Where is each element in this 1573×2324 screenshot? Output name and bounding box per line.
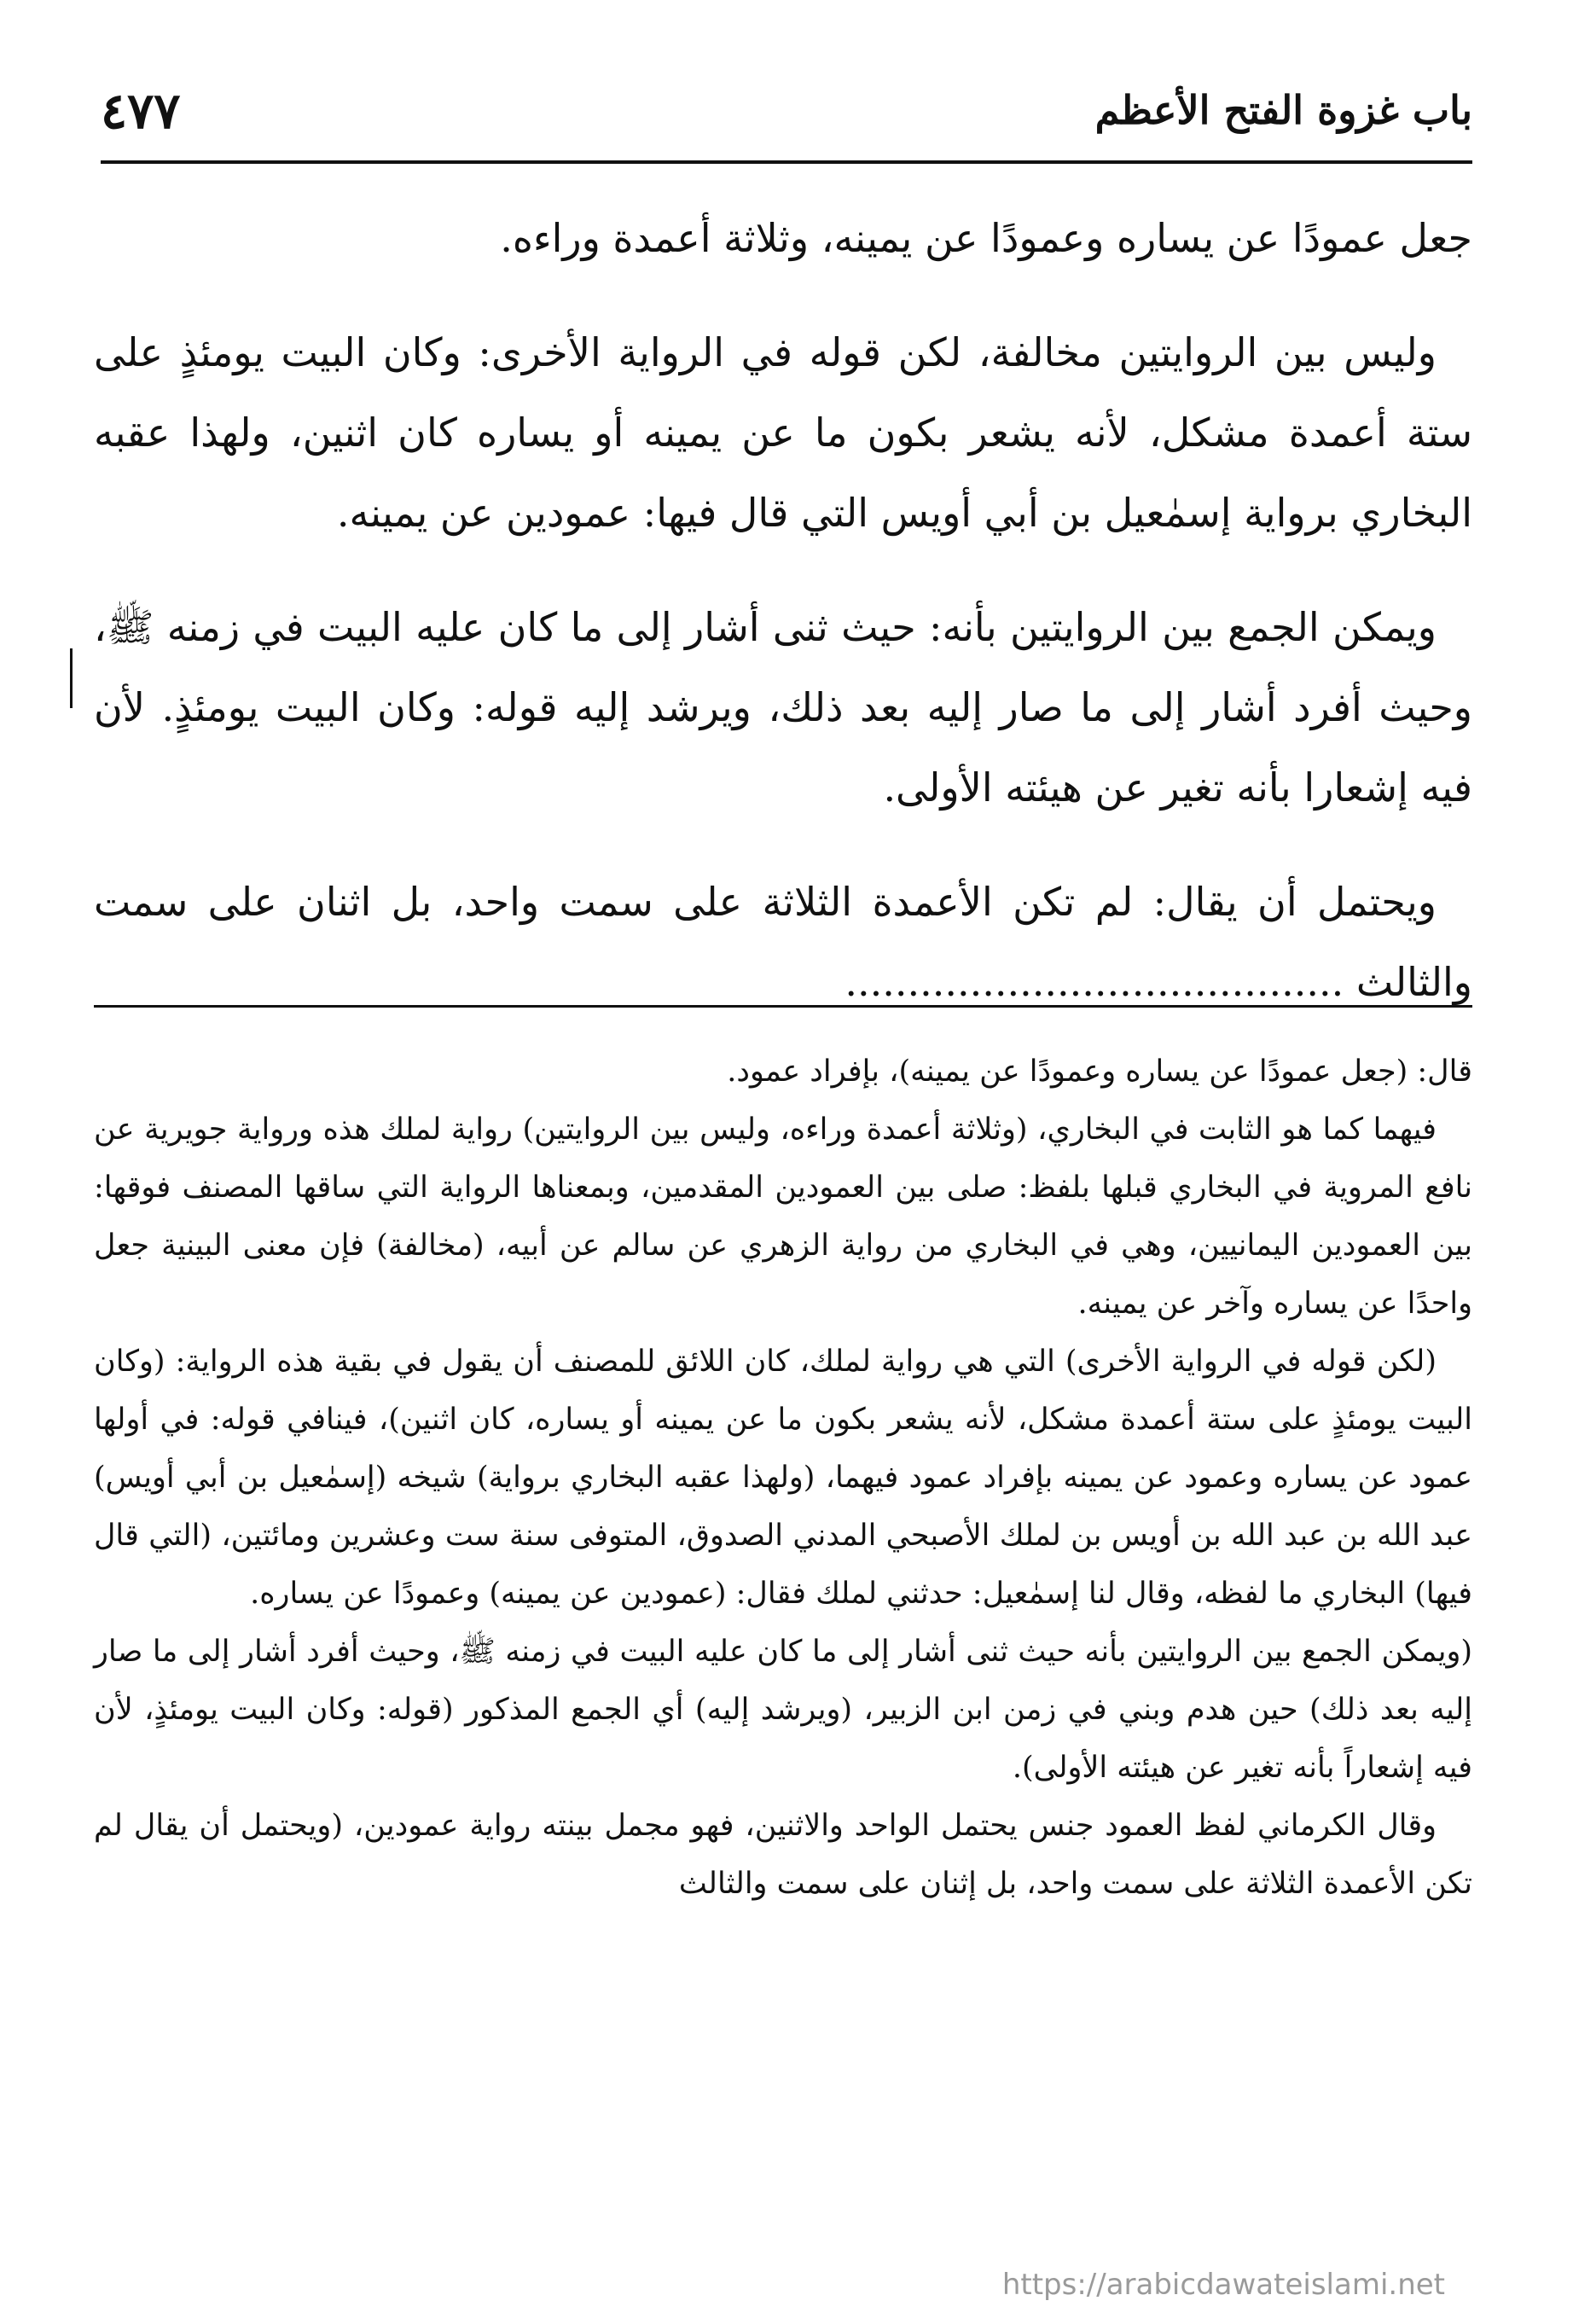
commentary-paragraph-1: قال: (جعل عمودًا عن يساره وعمودًا عن يمينه)، بإفراد عمود.	[727, 1055, 1472, 1089]
margin-marker	[70, 648, 73, 708]
chapter-title: باب غزوة الفتح الأعظم	[1094, 87, 1472, 133]
commentary-text	[94, 1043, 1472, 1913]
main-paragraph-1: جعل عمودًا عن يساره وعمودًا عن يمينه، وثلاثة أعمدة وراءه.	[500, 215, 1472, 261]
main-paragraph-2: وليس بين الروايتين مخالفة، لكن قوله في الرواية الأخرى: وكان البيت يومئذٍ على ستة أعمدة مشكل، لأنه يشعر بكون ما عن يمينه أو يساره كان اثنين، ولهذا عقبه البخاري برواية إسمٰعيل بن أبي أويس التي قال فيها: عمودين عن يمينه.	[94, 329, 1472, 536]
main-paragraph-3: ويمكن الجمع بين الروايتين بأنه: حيث ثنى أشار إلى ما كان عليه البيت في زمنه ﷺ، وحيث أفرد أشار إلى ما صار إليه بعد ذلك، ويرشد إليه قوله: وكان البيت يومئذٍ. لأن فيه إشعارا بأنه تغير عن هيئته الأولى.	[94, 604, 1472, 810]
main-text	[94, 198, 1472, 1056]
commentary-paragraph-4: (ويمكن الجمع بين الروايتين بأنه حيث ثنى أشار إلى ما كان عليه البيت في زمنه ﷺ، وحيث أفرد أشار إلى ما صار إليه بعد ذلك) حين هدم وبني في زمن ابن الزبير، (ويرشد إليه) أي الجمع المذكور (قوله: وكان البيت يومئذٍ، لأن فيه إشعاراً بأنه تغير عن هيئته الأولى).	[94, 1635, 1472, 1785]
page-number: ٤٧٧	[101, 82, 181, 140]
watermark-url: https://arabicdawateislami.net	[1001, 2268, 1445, 2302]
commentary-paragraph-2: فيهما كما هو الثابت في البخاري، (وثلاثة أعمدة وراءه، وليس بين الروايتين) رواية لملك هذه ورواية جويرية عن نافع المروية في البخاري قبلها بلفظ: صلى بين العمودين المقدمين، وبمعناها الرواية التي ساقها المصنف فوقها: بين العمودين اليمانيين، وهي في البخاري من رواية الزهري عن سالم عن أبيه، (مخالفة) فإن معنى البينية جعل واحدًا عن يساره وآخر عن يمينه.	[94, 1113, 1472, 1321]
page-header	[101, 82, 1472, 164]
main-paragraph-4: ويحتمل أن يقال: لم تكن الأعمدة الثلاثة على سمت واحد، بل اثنان على سمت والثالث ........................................	[94, 879, 1472, 1005]
commentary-paragraph-3: (لكن قوله في الرواية الأخرى) التي هي رواية لملك، كان اللائق للمصنف أن يقول في بقية هذه الرواية: (وكان البيت يومئذٍ على ستة أعمدة مشكل، لأنه يشعر بكون ما عن يمينه أو يساره، كان اثنين)، فينافي قوله: في أولها عمود عن يساره وعمود عن يمينه بإفراد عمود فيهما، (ولهذا عقبه البخاري برواية) شيخه (إسمٰعيل بن أبي أويس) عبد الله بن عبد الله بن أويس بن لملك الأصبحي المدني الصدوق، المتوفى سنة ست وعشرين ومائتين، (التي قال فيها) البخاري ما لفظه، وقال لنا إسمٰعيل: حدثني لملك فقال: (عمودين عن يمينه) وعمودًا عن يساره.	[94, 1345, 1472, 1611]
separator-rule	[94, 1005, 1472, 1008]
commentary-paragraph-5: وقال الكرماني لفظ العمود جنس يحتمل الواحد والاثنين، فهو مجمل بينته رواية عمودين، (ويحتمل أن يقال لم تكن الأعمدة الثلاثة على سمت واحد، بل إثنان على سمت والثالث	[94, 1809, 1472, 1901]
